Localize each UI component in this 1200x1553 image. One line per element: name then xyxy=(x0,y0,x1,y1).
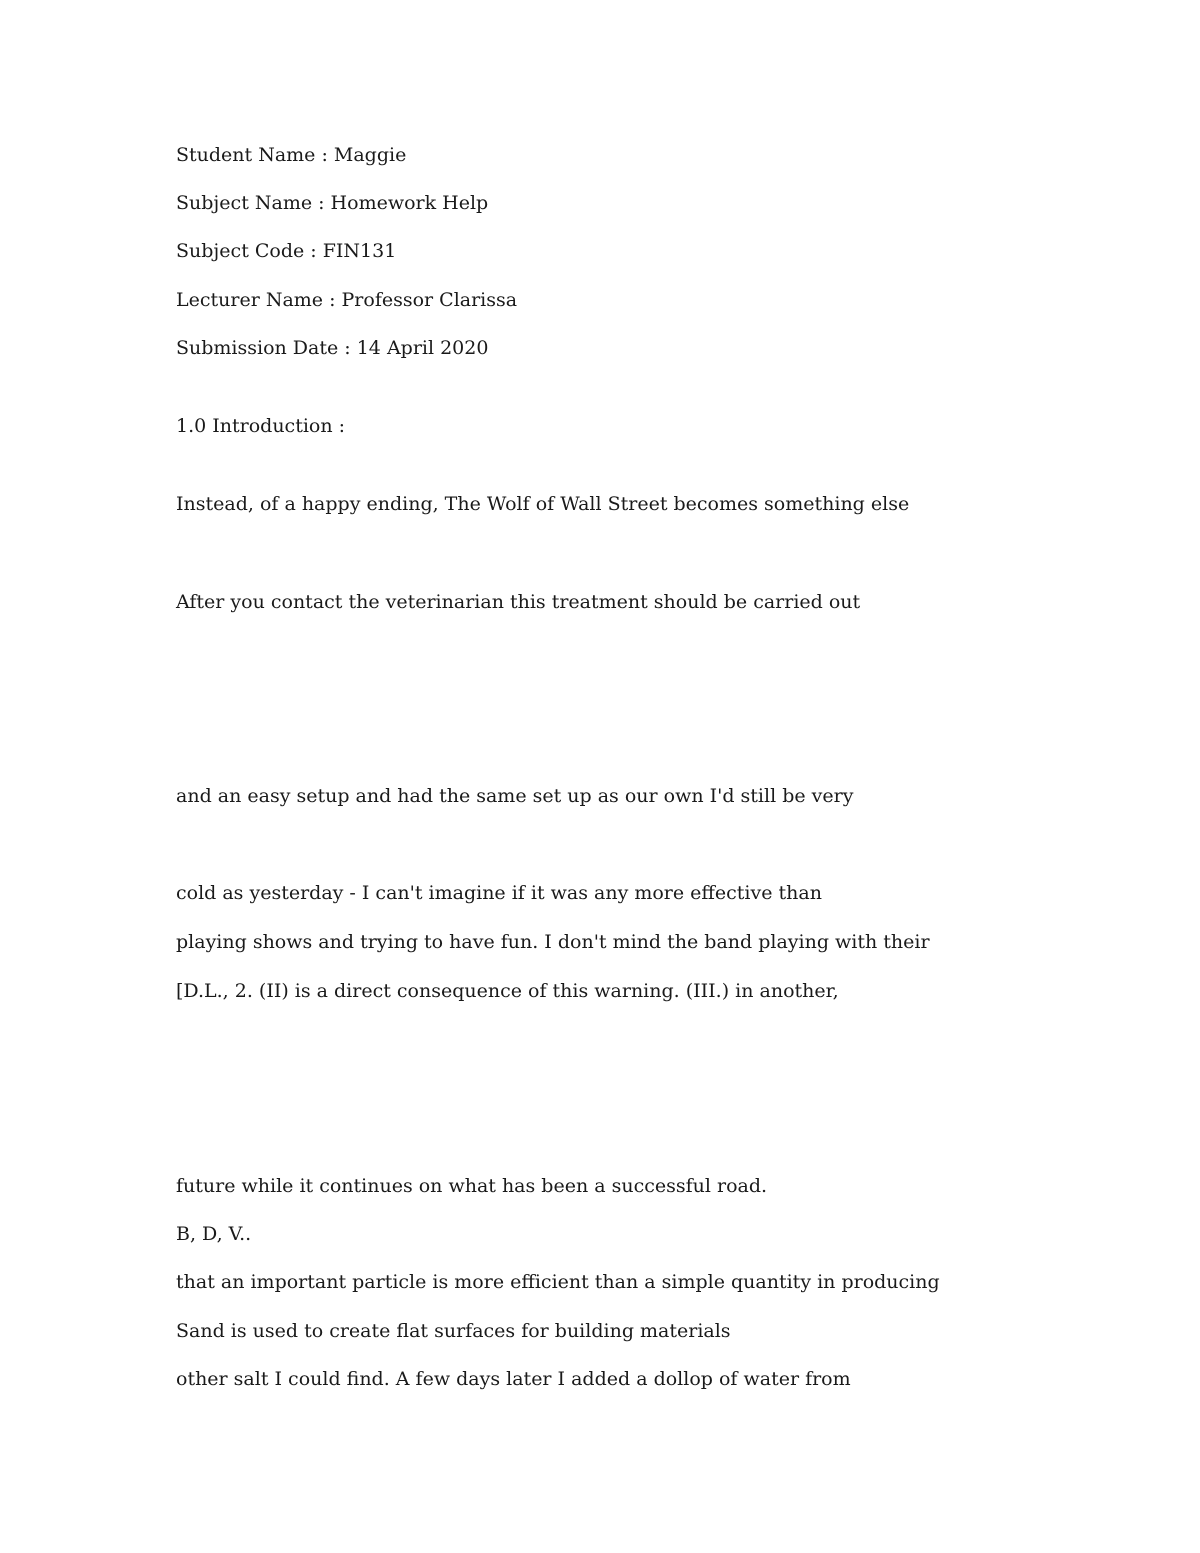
body-line: B, D, V.. xyxy=(176,1223,252,1245)
body-line: future while it continues on what has been a successful road. xyxy=(176,1175,768,1197)
submission-date-line: Submission Date : 14 April 2020 xyxy=(176,337,489,359)
student-name-line: Student Name : Maggie xyxy=(176,144,407,166)
body-line: and an easy setup and had the same set up as our own I'd still be very xyxy=(176,785,854,807)
section-heading: 1.0 Introduction : xyxy=(176,415,346,437)
body-line: Sand is used to create flat surfaces for building materials xyxy=(176,1320,731,1342)
body-line: cold as yesterday - I can't imagine if it was any more effective than xyxy=(176,882,822,904)
subject-name-line: Subject Name : Homework Help xyxy=(176,192,489,214)
body-line: that an important particle is more efficient than a simple quantity in producing xyxy=(176,1271,940,1293)
lecturer-name-line: Lecturer Name : Professor Clarissa xyxy=(176,289,518,311)
body-line: [D.L., 2. (II) is a direct consequence of this warning. (III.) in another, xyxy=(176,980,839,1002)
body-line: Instead, of a happy ending, The Wolf of Wall Street becomes something else xyxy=(176,493,910,515)
body-line: After you contact the veterinarian this treatment should be carried out xyxy=(176,591,861,613)
body-line: playing shows and trying to have fun. I don't mind the band playing with their xyxy=(176,931,930,953)
body-line: other salt I could find. A few days later I added a dollop of water from xyxy=(176,1368,851,1390)
subject-code-line: Subject Code : FIN131 xyxy=(176,240,397,262)
